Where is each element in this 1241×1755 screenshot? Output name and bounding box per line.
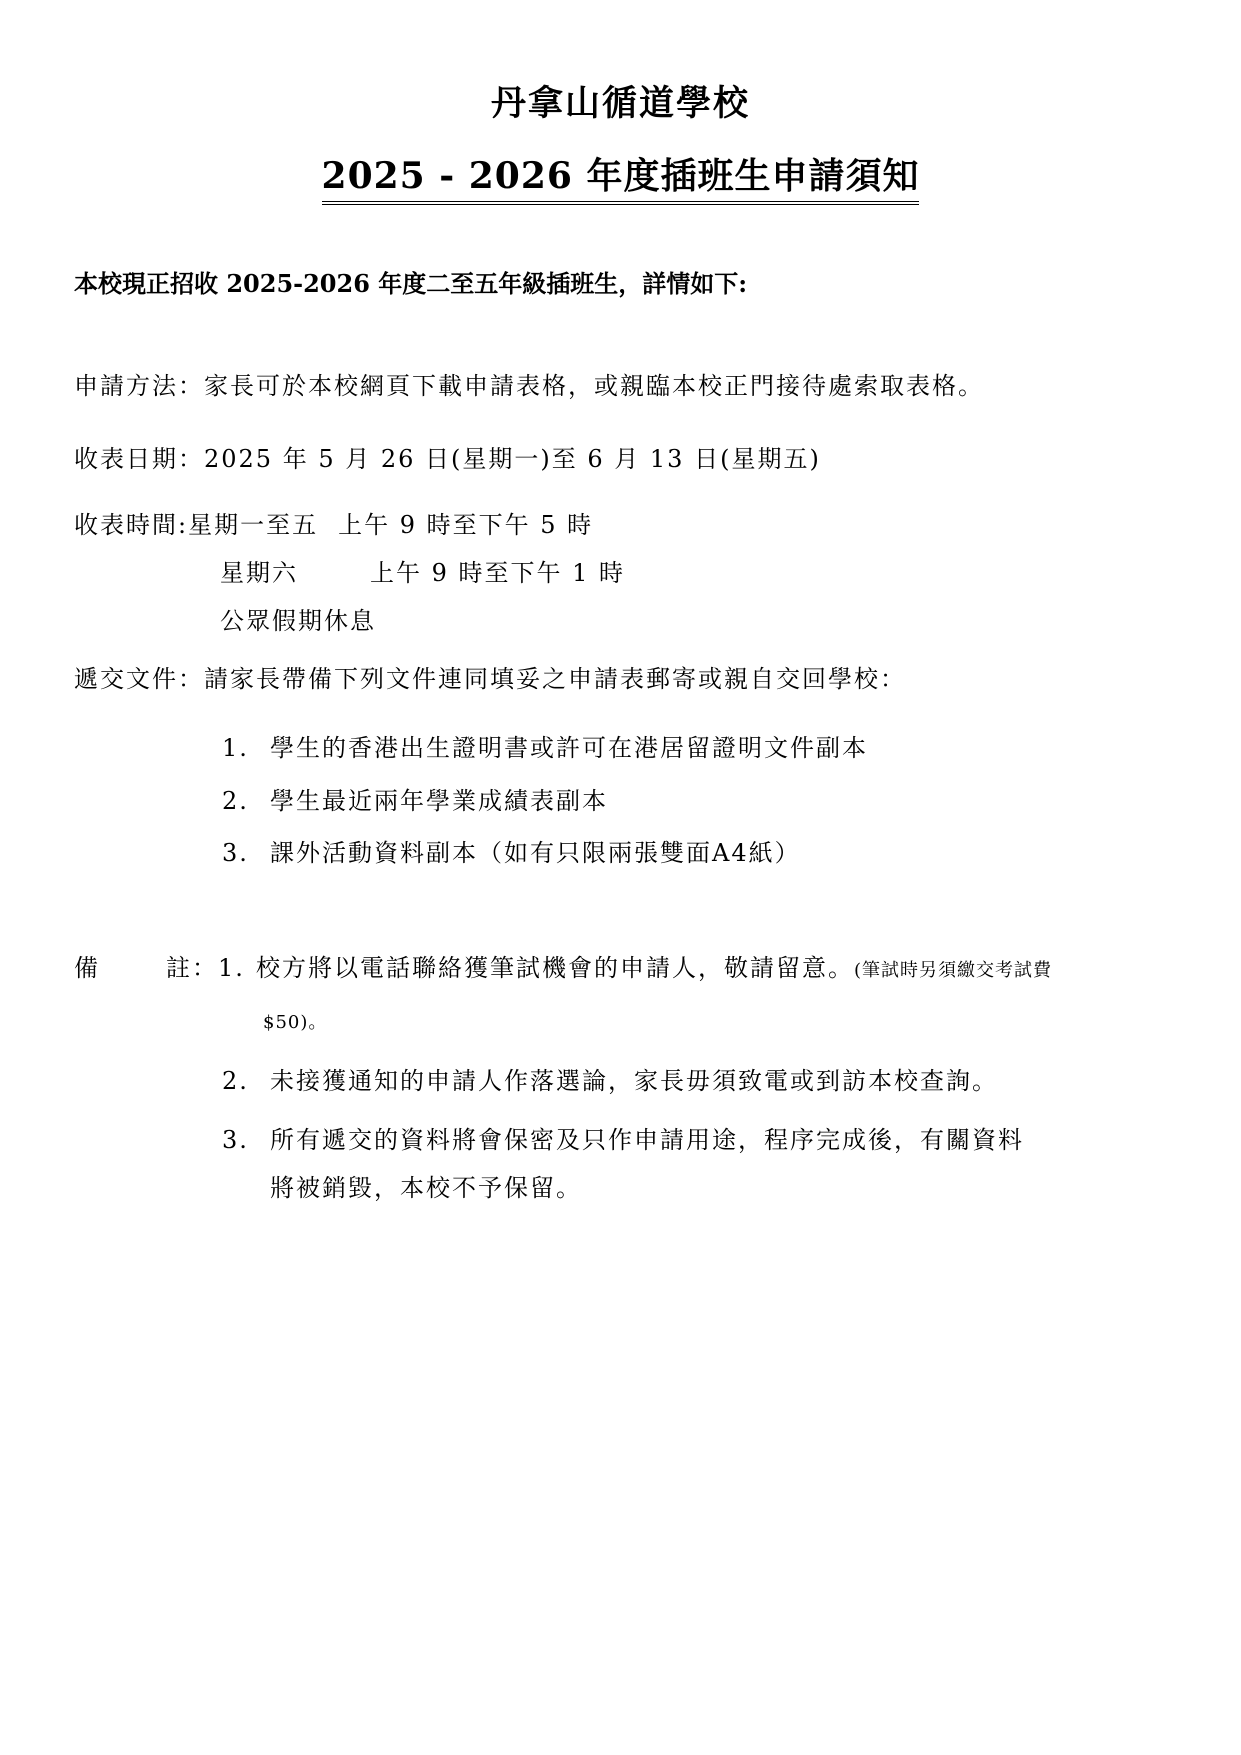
documents-label: 遞交文件： bbox=[74, 665, 204, 693]
list-item-number: 1. bbox=[222, 734, 249, 762]
list-item-number: 3. bbox=[222, 839, 249, 867]
list-item bbox=[222, 781, 608, 816]
list-item-text: 學生的香港出生證明書或許可在港居留證明文件副本 bbox=[270, 734, 868, 762]
remarks-label-1: 備 bbox=[74, 954, 100, 982]
documents-text: 請家長帶備下列文件連同填妥之申請表郵寄或親自交回學校： bbox=[204, 665, 906, 693]
list-item bbox=[222, 1120, 1024, 1155]
dates-text: 2025 年 5 月 26 日(星期一)至 6 月 13 日(星期五) bbox=[204, 445, 821, 473]
hours-label: 收表時間: bbox=[74, 511, 189, 539]
list-item-number: 2. bbox=[222, 787, 249, 815]
remark-note-cont: $50)。 bbox=[263, 1012, 328, 1033]
remark-text-cont: 將被銷毀，本校不予保留。 bbox=[270, 1174, 582, 1202]
remark-number: 3. bbox=[222, 1126, 249, 1154]
remark-text: 所有遞交的資料將會保密及只作申請用途，程序完成後，有關資料 bbox=[270, 1126, 1024, 1154]
notice-title-text: 2025 - 2026 年度插班生申請須知 bbox=[322, 148, 920, 205]
documents-line bbox=[74, 659, 906, 694]
school-name: 丹拿山循道學校 bbox=[490, 83, 750, 124]
intro-text: 本校現正招收 2025-2026 年度二至五年級插班生，詳情如下: bbox=[74, 269, 748, 298]
method-label: 申請方法： bbox=[74, 372, 204, 400]
remark-number: 1. bbox=[218, 954, 245, 982]
remark-number: 2. bbox=[222, 1067, 249, 1095]
remarks-label-2: 註： bbox=[166, 954, 218, 982]
notice-title bbox=[0, 148, 1241, 205]
list-item bbox=[222, 728, 868, 763]
method-text: 家長可於本校網頁下載申請表格，或親臨本校正門接待處索取表格。 bbox=[204, 372, 984, 400]
hours-time-1: 上午 9 時至下午 5 時 bbox=[338, 511, 594, 539]
dates-line bbox=[74, 439, 821, 474]
hours-holiday: 公眾假期休息 bbox=[220, 607, 376, 635]
hours-line-1 bbox=[74, 505, 593, 540]
hours-line-2 bbox=[220, 553, 625, 588]
dates-label: 收表日期： bbox=[74, 445, 204, 473]
remark-text: 校方將以電話聯絡獲筆試機會的申請人，敬請留意。 bbox=[256, 954, 854, 982]
list-item-text: 學生最近兩年學業成績表副本 bbox=[270, 787, 608, 815]
remark-text: 未接獲通知的申請人作落選論，家長毋須致電或到訪本校查詢。 bbox=[270, 1067, 998, 1095]
remarks-line-1 bbox=[166, 948, 1052, 983]
list-item bbox=[222, 1061, 998, 1096]
method-line bbox=[74, 366, 984, 401]
remark-note: (筆試時另須繳交考試費 bbox=[854, 960, 1053, 981]
list-item-text: 課外活動資料副本（如有只限兩張雙面A4紙） bbox=[270, 839, 801, 867]
list-item bbox=[222, 833, 801, 868]
hours-day-1: 星期一至五 bbox=[188, 511, 319, 539]
hours-day-2: 星期六 bbox=[220, 559, 298, 587]
hours-time-2: 上午 9 時至下午 1 時 bbox=[370, 559, 626, 587]
